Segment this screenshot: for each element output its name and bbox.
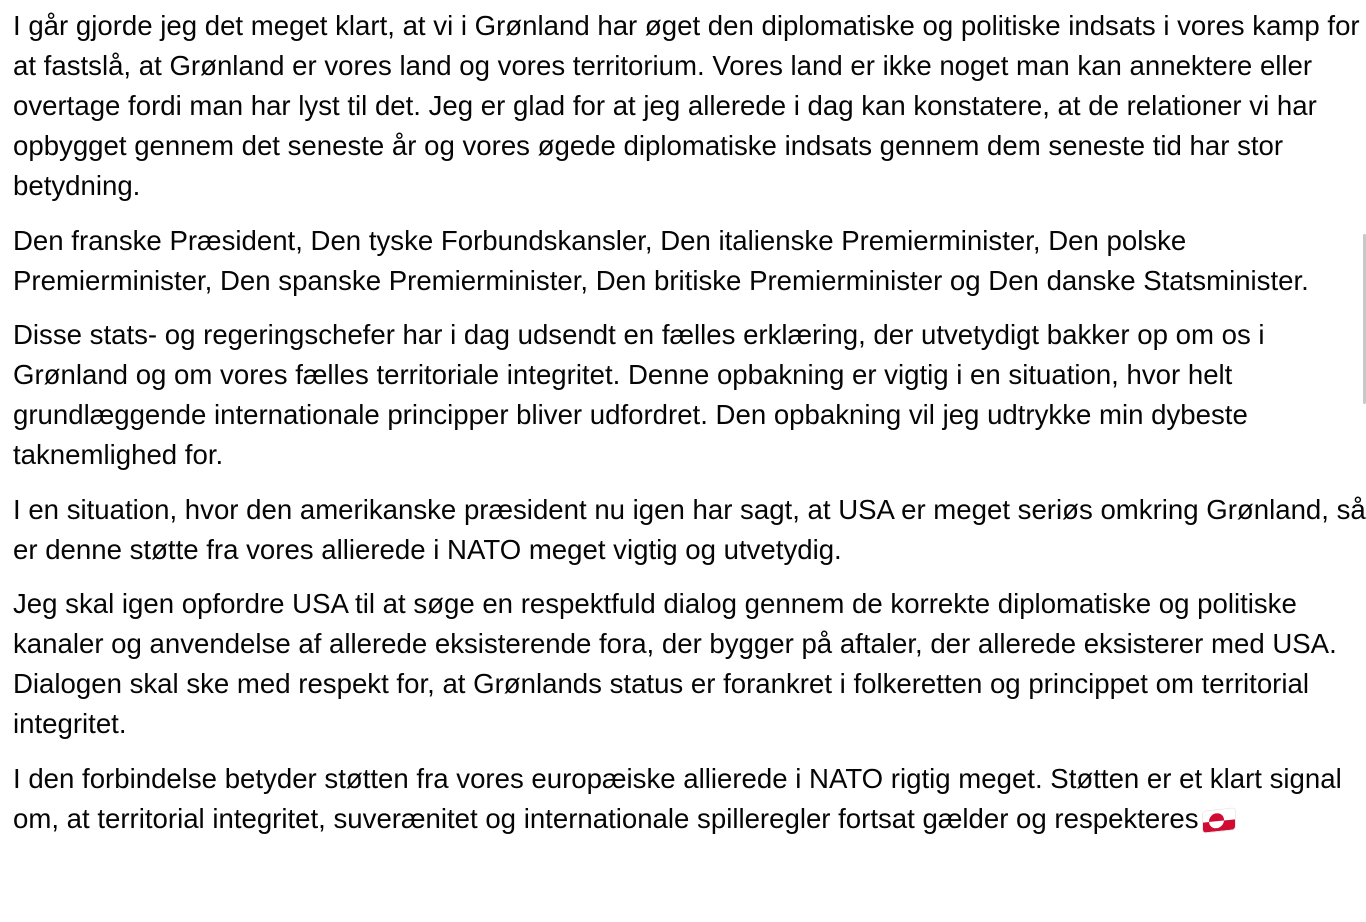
post-paragraph-2: Den franske Præsident, Den tyske Forbundskansler, Den italienske Premierminister, Den polske Premierminister, Den spanske Premierminister, Den britiske Premierminister og Den danske Statsminister. <box>13 224 1309 296</box>
post-paragraph-6: I den forbindelse betyder støtten fra vores europæiske allierede i NATO rigtig meget. Støtten er et klart signal om, at territorial integritet, suverænitet og internationale spilleregler fortsat gælder og respekteres <box>13 762 1342 834</box>
post-paragraph-6-container <box>13 759 1366 839</box>
post-body <box>13 6 1366 853</box>
post-paragraph-1: I går gjorde jeg det meget klart, at vi i Grønland har øget den diplomatiske og politiske indsats i vores kamp for at fastslå, at Grønland er vores land og vores territorium. Vores land er ikke noget man kan annektere eller overtage fordi man har lyst til det. Jeg er glad for at jeg allerede i dag kan konstatere, at de relationer vi har opbygget gennem det seneste år og vores øgede diplomatiske indsats gennem dem seneste tid har stor betydning. <box>13 10 1360 201</box>
post-paragraph-4: I en situation, hvor den amerikanske præsident nu igen har sagt, at USA er meget seriøs omkring Grønland, så er denne støtte fra vores allierede i NATO meget vigtig og utvetydig. <box>13 493 1366 565</box>
greenland-flag-icon <box>1203 808 1235 832</box>
post-paragraph-3: Disse stats- og regeringschefer har i dag udsendt en fælles erklæring, der utvetydigt bakker op om os i Grønland og om vores fælles territoriale integritet. Denne opbakning er vigtig i en situation, hvor helt grundlæggende internationale principper bliver udfordret. Den opbakning vil jeg udtrykke min dybeste taknemlighed for. <box>13 319 1265 470</box>
post-paragraph-5: Jeg skal igen opfordre USA til at søge en respektfuld dialog gennem de korrekte diplomatiske og politiske kanaler og anvendelse af allerede eksisterende fora, der bygger på aftaler, der allerede eksisterer med USA. Dialogen skal ske med respekt for, at Grønlands status er forankret i folkeretten og princippet om territorial integritet. <box>13 588 1337 739</box>
